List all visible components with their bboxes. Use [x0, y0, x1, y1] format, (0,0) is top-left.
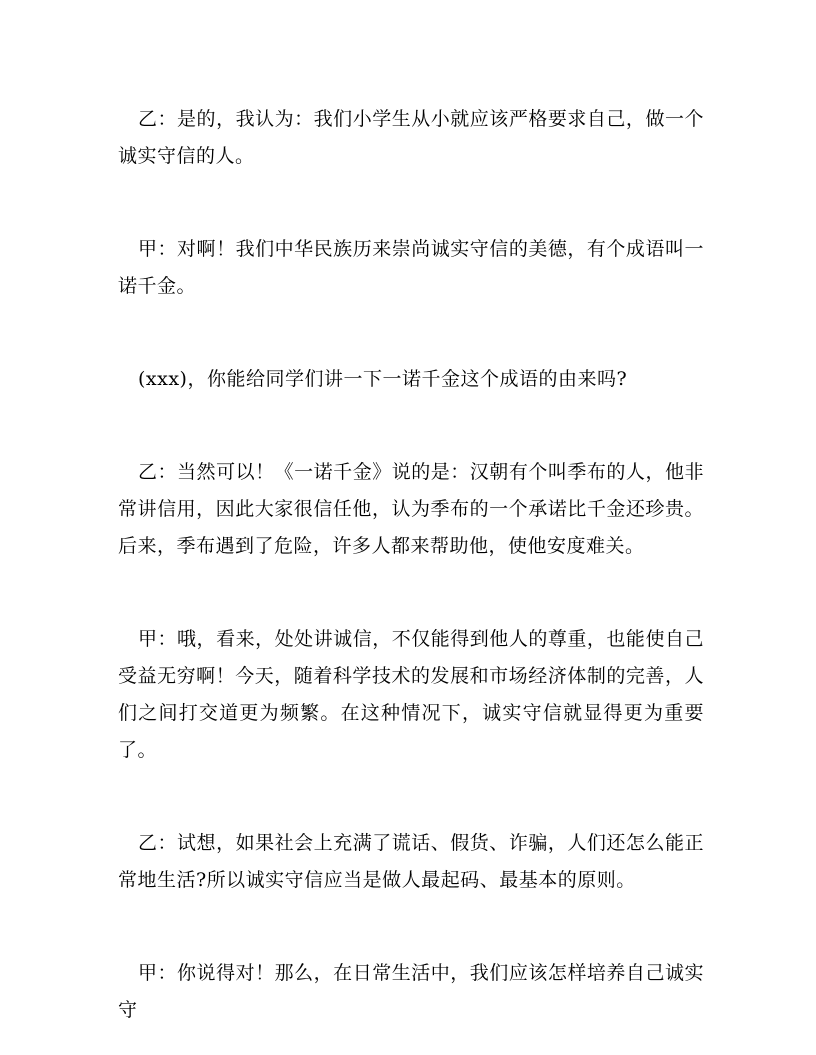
- dialogue-paragraph: 甲：对啊！我们中华民族历来崇尚诚实守信的美德，有个成语叫一诺千金。: [118, 238, 704, 297]
- dialogue-paragraph: 甲：你说得对！那么，在日常生活中，我们应该怎样培养自己诚实守: [118, 962, 704, 1021]
- document-body: [118, 101, 704, 1029]
- dialogue-paragraph: (xxx)，你能给同学们讲一下一诺千金这个成语的由来吗?: [138, 368, 628, 390]
- dialogue-paragraph: 乙：试想，如果社会上充满了谎话、假货、诈骗，人们还怎么能正常地生活?所以诚实守信应当是做人最起码、最基本的原则。: [118, 832, 704, 891]
- dialogue-paragraph: 甲：哦，看来，处处讲诚信，不仅能得到他人的尊重，也能使自己受益无穷啊！今天，随着科学技术的发展和市场经济体制的完善，人们之间打交道更为频繁。在这种情况下，诚实守信就显得更为重要了。: [118, 628, 704, 761]
- dialogue-paragraph: 乙：当然可以！《一诺千金》说的是：汉朝有个叫季布的人，他非常讲信用，因此大家很信任他，认为季布的一个承诺比千金还珍贵。后来，季布遇到了危险，许多人都来帮助他，使他安度难关。: [118, 461, 704, 557]
- dialogue-paragraph: 乙：是的，我认为：我们小学生从小就应该严格要求自己，做一个诚实守信的人。: [118, 108, 704, 167]
